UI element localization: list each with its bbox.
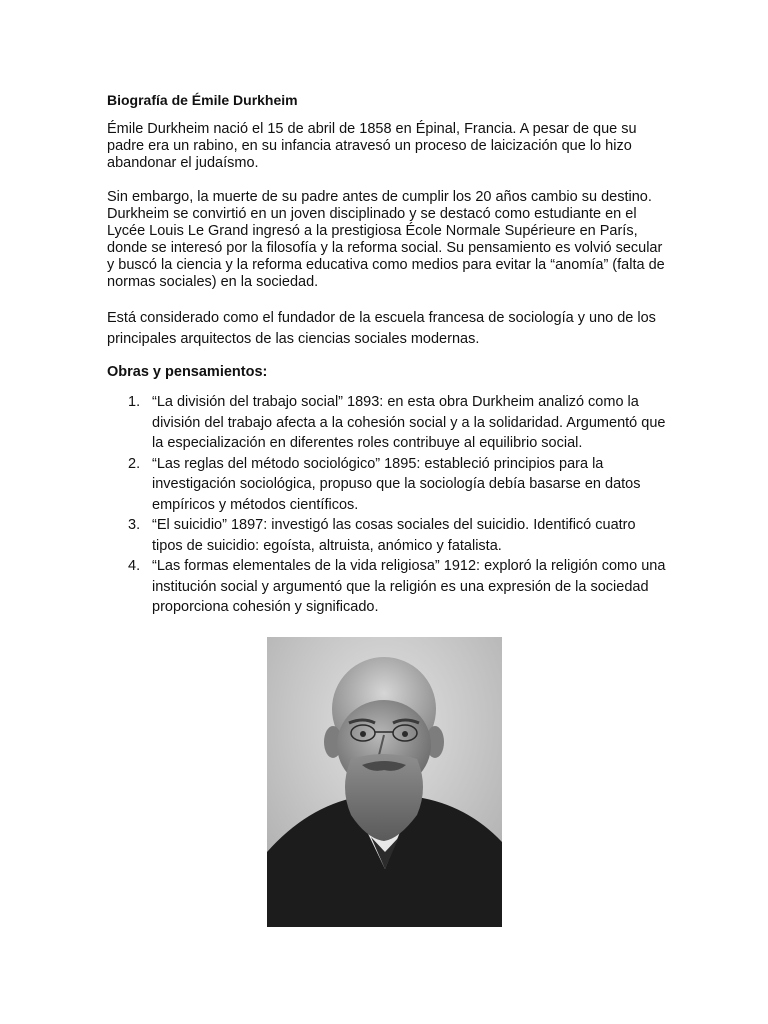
portrait-photo <box>267 637 502 927</box>
list-item-number: 4. <box>128 558 141 574</box>
list-item-text: “La división del trabajo social” 1893: en esta obra Durkheim analizó como la división del trabajo afecta a la cohesión social y a la solidaridad. Argumentó que la especialización en diferentes roles contribuye al equilibrio social. <box>152 394 666 451</box>
paragraph-intro: Émile Durkheim nació el 15 de abril de 1858 en Épinal, Francia. A pesar de que su padre era un rabino, en su infancia atravesó un proceso de laicización que lo hizo abandonar el judaísmo. <box>107 121 637 171</box>
list-item-number: 1. <box>128 394 141 410</box>
list-item <box>107 515 667 556</box>
works-list <box>107 392 667 618</box>
list-item-text: “Las reglas del método sociológico” 1895: estableció principios para la investigación sociológica, propuso que la sociología debía basarse en datos empíricos y métodos científicos. <box>152 455 641 513</box>
list-item <box>107 556 667 618</box>
paragraph-education: Sin embargo, la muerte de su padre antes de cumplir los 20 años cambio su destino. Durkheim se convirtió en un joven disciplinado y se destacó como estudiante en el Lycée Louis Le Grand ingresó a la prestigiosa École Normale Supérieure en París, donde se interesó por la filosofía y la reforma social. Su pensamiento es volvió secular y buscó la ciencia y la reforma educativa como medios para evitar la “anomía” (falta de normas sociales) en la sociedad. <box>107 189 665 290</box>
document-title: Biografía de Émile Durkheim <box>107 92 298 108</box>
document-body <box>107 91 667 618</box>
list-item-text: “Las formas elementales de la vida religiosa” 1912: exploró la religión como una institución social y argumentó que la religión es una expresión de la sociedad proporciona cohesión y significado. <box>152 558 666 615</box>
list-item <box>107 454 667 516</box>
portrait-image <box>267 637 502 927</box>
list-item <box>107 392 667 454</box>
list-item-number: 2. <box>128 455 141 472</box>
list-item-number: 3. <box>128 517 141 533</box>
paragraph-legacy: Está considerado como el fundador de la escuela francesa de sociología y uno de los principales arquitectos de las ciencias sociales modernas. <box>107 310 656 347</box>
list-item-text: “El suicidio” 1897: investigó las cosas sociales del suicidio. Identificó cuatro tipos de suicidio: egoísta, altruista, anómico y fatalista. <box>152 517 636 554</box>
works-heading: Obras y pensamientos: <box>107 364 268 380</box>
